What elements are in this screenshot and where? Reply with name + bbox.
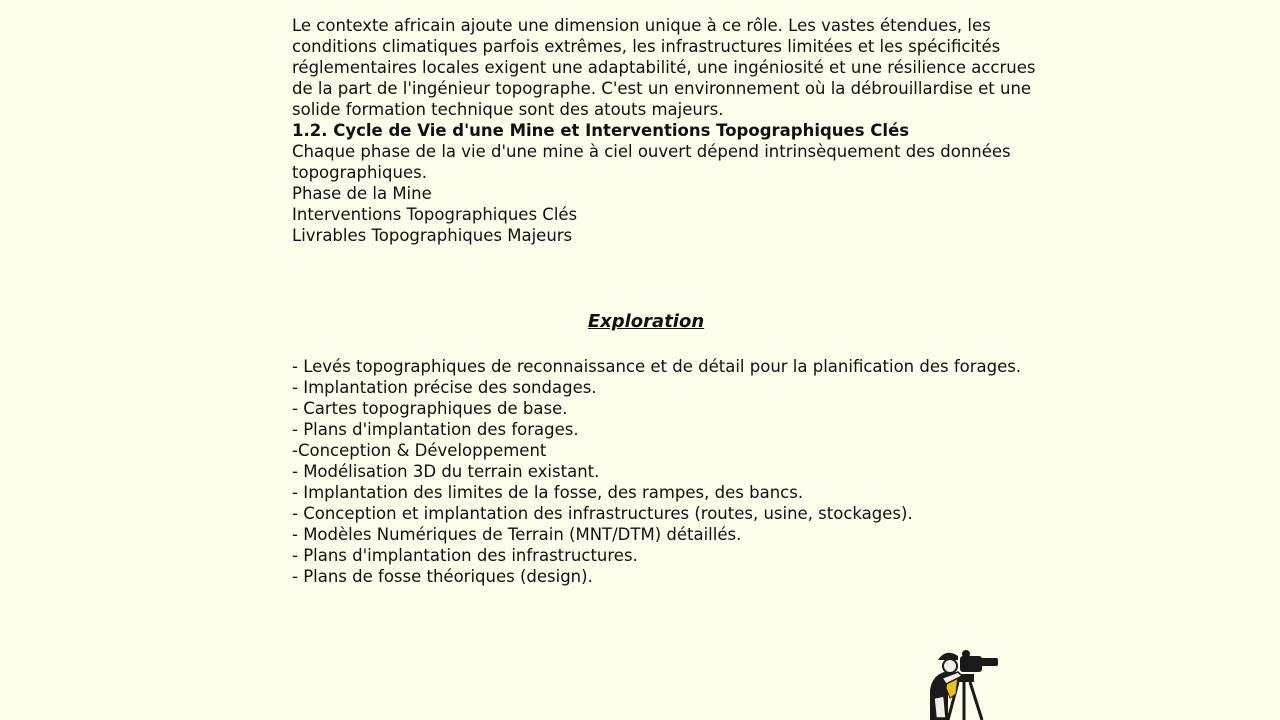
exploration-list xyxy=(292,356,1022,587)
table-header-list xyxy=(292,183,1004,246)
intro-line: Le contexte africain ajoute une dimension unique à ce rôle. Les vastes étendues, les xyxy=(292,16,991,35)
list-item: - Plans de fosse théoriques (design). xyxy=(292,567,593,586)
list-item: - Conception et implantation des infrastructures (routes, usine, stockages). xyxy=(292,504,913,523)
intro-paragraph xyxy=(292,15,1036,120)
document-page xyxy=(292,15,1036,587)
list-item: - Levés topographiques de reconnaissance et de détail pour la planification des forages. xyxy=(292,357,1022,376)
list-item: -Conception & Développement xyxy=(292,441,547,460)
description-line: topographiques. xyxy=(292,163,427,182)
section-description xyxy=(292,141,1011,183)
list-item: - Implantation des limites de la fosse, des rampes, des bancs. xyxy=(292,483,804,502)
surveyor-with-theodolite-icon xyxy=(908,642,1004,720)
intro-line: solide formation technique sont des atouts majeurs. xyxy=(292,100,724,119)
intro-line: réglementaires locales exigent une adaptabilité, une ingéniosité et une résilience accrues xyxy=(292,58,1036,77)
list-item: - Cartes topographiques de base. xyxy=(292,399,568,418)
intro-line: conditions climatiques parfois extrêmes, les infrastructures limitées et les spécificités xyxy=(292,37,1001,56)
table-header-phase: Phase de la Mine xyxy=(292,184,432,203)
description-line: Chaque phase de la vie d'une mine à ciel ouvert dépend intrinsèquement des données xyxy=(292,142,1011,161)
list-item: - Modélisation 3D du terrain existant. xyxy=(292,462,600,481)
list-item: - Plans d'implantation des infrastructures. xyxy=(292,546,638,565)
intro-line: de la part de l'ingénieur topographe. C'est un environnement où la débrouillardise et une xyxy=(292,79,1032,98)
list-item: - Plans d'implantation des forages. xyxy=(292,420,579,439)
list-item: - Implantation précise des sondages. xyxy=(292,378,597,397)
table-header-deliverables: Livrables Topographiques Majeurs xyxy=(292,226,573,245)
section-heading: 1.2. Cycle de Vie d'une Mine et Interventions Topographiques Clés xyxy=(292,121,910,140)
table-header-interventions: Interventions Topographiques Clés xyxy=(292,205,578,224)
exploration-title: Exploration xyxy=(587,311,705,332)
list-item: - Modèles Numériques de Terrain (MNT/DTM) détaillés. xyxy=(292,525,742,544)
